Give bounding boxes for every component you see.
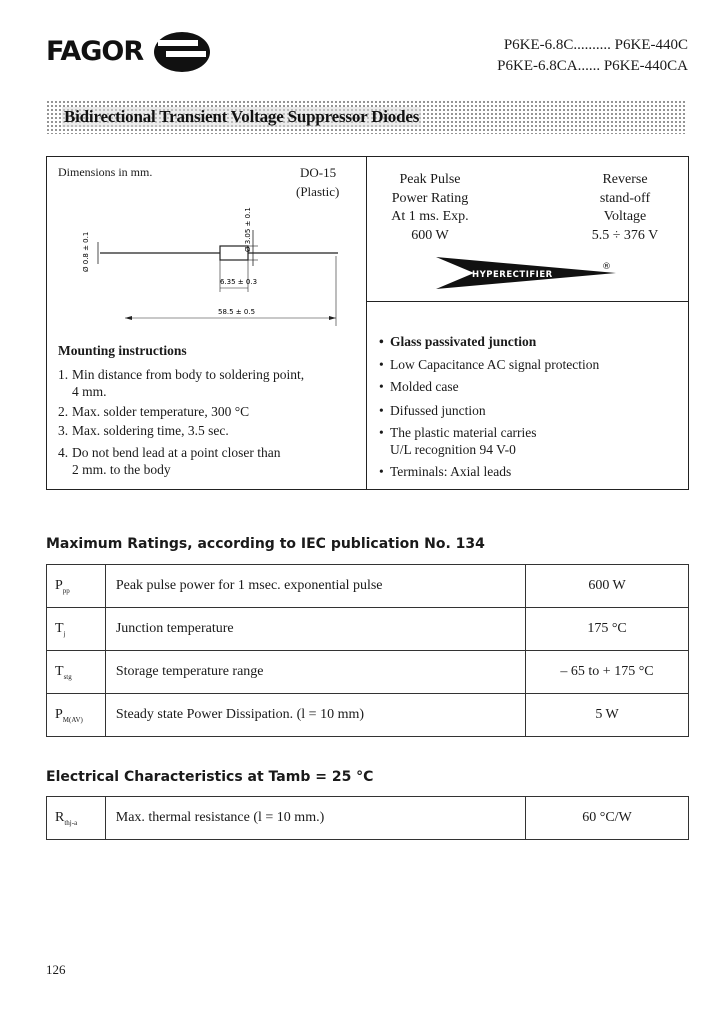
part-range-c: P6KE-6.8C.......... P6KE-440C: [503, 37, 688, 53]
table-row: [47, 565, 689, 608]
registered-mark: ®: [602, 262, 611, 272]
dimensions-label: Dimensions in mm.: [58, 165, 153, 179]
value-cell: 5 W: [526, 694, 689, 737]
banner-title: Bidirectional Transient Voltage Suppressor Diodes: [64, 107, 420, 126]
rev-title-1: Reverse: [602, 172, 648, 187]
feature-item: • Molded case: [379, 379, 459, 394]
bullet-icon: •: [379, 464, 384, 479]
main-box-vertical-divider: [366, 156, 367, 490]
table-row: [47, 797, 689, 840]
peak-value: 600 W: [411, 227, 449, 243]
dim-body-length: 6.35 ± 0.3: [220, 278, 258, 286]
main-box-right-divider: [366, 301, 689, 302]
mounting-title: Mounting instructions: [58, 343, 187, 358]
brand-logo-text: FAGOR: [46, 36, 144, 67]
feature-item: • Terminals: Axial leads: [379, 464, 512, 479]
bullet-icon: •: [379, 334, 384, 349]
description-cell: Peak pulse power for 1 msec. exponential pulse: [105, 565, 525, 608]
feature-item: • The plastic material carries U/L recognition 94 V-0: [379, 425, 537, 457]
rev-title-2: stand-off: [599, 190, 651, 206]
description-cell: Storage temperature range: [105, 651, 525, 694]
peak-title-3: At 1 ms. Exp.: [391, 209, 469, 224]
description-cell: Junction temperature: [105, 608, 525, 651]
bullet-icon: •: [379, 403, 384, 418]
symbol-cell: $T_{stg}$: [47, 651, 106, 694]
feature-item: • Difussed junction: [379, 403, 486, 418]
mounting-item: 1. Min distance from body to soldering point, 4 mm.: [58, 367, 305, 399]
rev-value: 5.5 ÷ 376 V: [591, 227, 659, 243]
package-type: (Plastic): [296, 184, 340, 199]
brand-logo-mark: [152, 30, 212, 78]
peak-title-2: Power Rating: [391, 190, 469, 206]
rev-title-3: Voltage: [603, 209, 647, 224]
mounting-item: 4. Do not bend lead at a point closer than 2 mm. to the body: [58, 445, 281, 477]
feature-item: • Glass passivated junction: [379, 334, 537, 349]
max-ratings-table: [46, 564, 689, 737]
hyperectifier-logo: [434, 255, 624, 291]
symbol-cell: $T_j$: [47, 608, 106, 651]
part-range-ca: P6KE-6.8CA...... P6KE-440CA: [497, 58, 688, 74]
hyperectifier-text: HYPERECTIFIER: [472, 270, 553, 280]
max-ratings-title: Maximum Ratings, according to IEC publication No. 134: [46, 536, 485, 552]
value-cell: 600 W: [526, 565, 689, 608]
reverse-standoff-spec: [575, 171, 675, 245]
bullet-icon: •: [379, 379, 384, 394]
value-cell: 60 °C/W: [525, 797, 688, 840]
table-row: [47, 608, 689, 651]
table-row: [47, 651, 689, 694]
value-cell: – 65 to + 175 °C: [526, 651, 689, 694]
dim-body-diameter: Ø 3.05 ± 0.1: [244, 207, 252, 252]
symbol-cell: $R_{thj-a}$: [47, 797, 106, 840]
bullet-icon: •: [379, 357, 384, 372]
symbol-cell: $P_{pp}$: [47, 565, 106, 608]
peak-pulse-spec: [380, 171, 480, 245]
package-drawing: [70, 200, 360, 330]
mounting-item: 3. Max. soldering time, 3.5 sec.: [58, 423, 229, 438]
page-number: 126: [46, 962, 66, 977]
feature-item: • Low Capacitance AC signal protection: [379, 357, 600, 372]
bullet-icon: •: [379, 425, 384, 440]
symbol-cell: $P_{M(AV)}$: [47, 694, 106, 737]
mounting-item: 2. Max. solder temperature, 300 °C: [58, 404, 250, 419]
table-row: [47, 694, 689, 737]
peak-title-1: Peak Pulse: [399, 172, 461, 187]
dim-total-length: 58.5 ± 0.5: [218, 308, 256, 316]
dim-lead-diameter: Ø 0.8 ± 0.1: [82, 231, 90, 272]
electrical-table: [46, 796, 689, 840]
description-cell: Steady state Power Dissipation. (l = 10 mm): [105, 694, 525, 737]
package-name: DO-15: [300, 165, 337, 180]
description-cell: Max. thermal resistance (l = 10 mm.): [105, 797, 525, 840]
electrical-title: Electrical Characteristics at Tamb = 25 °C: [46, 769, 374, 785]
value-cell: 175 °C: [526, 608, 689, 651]
